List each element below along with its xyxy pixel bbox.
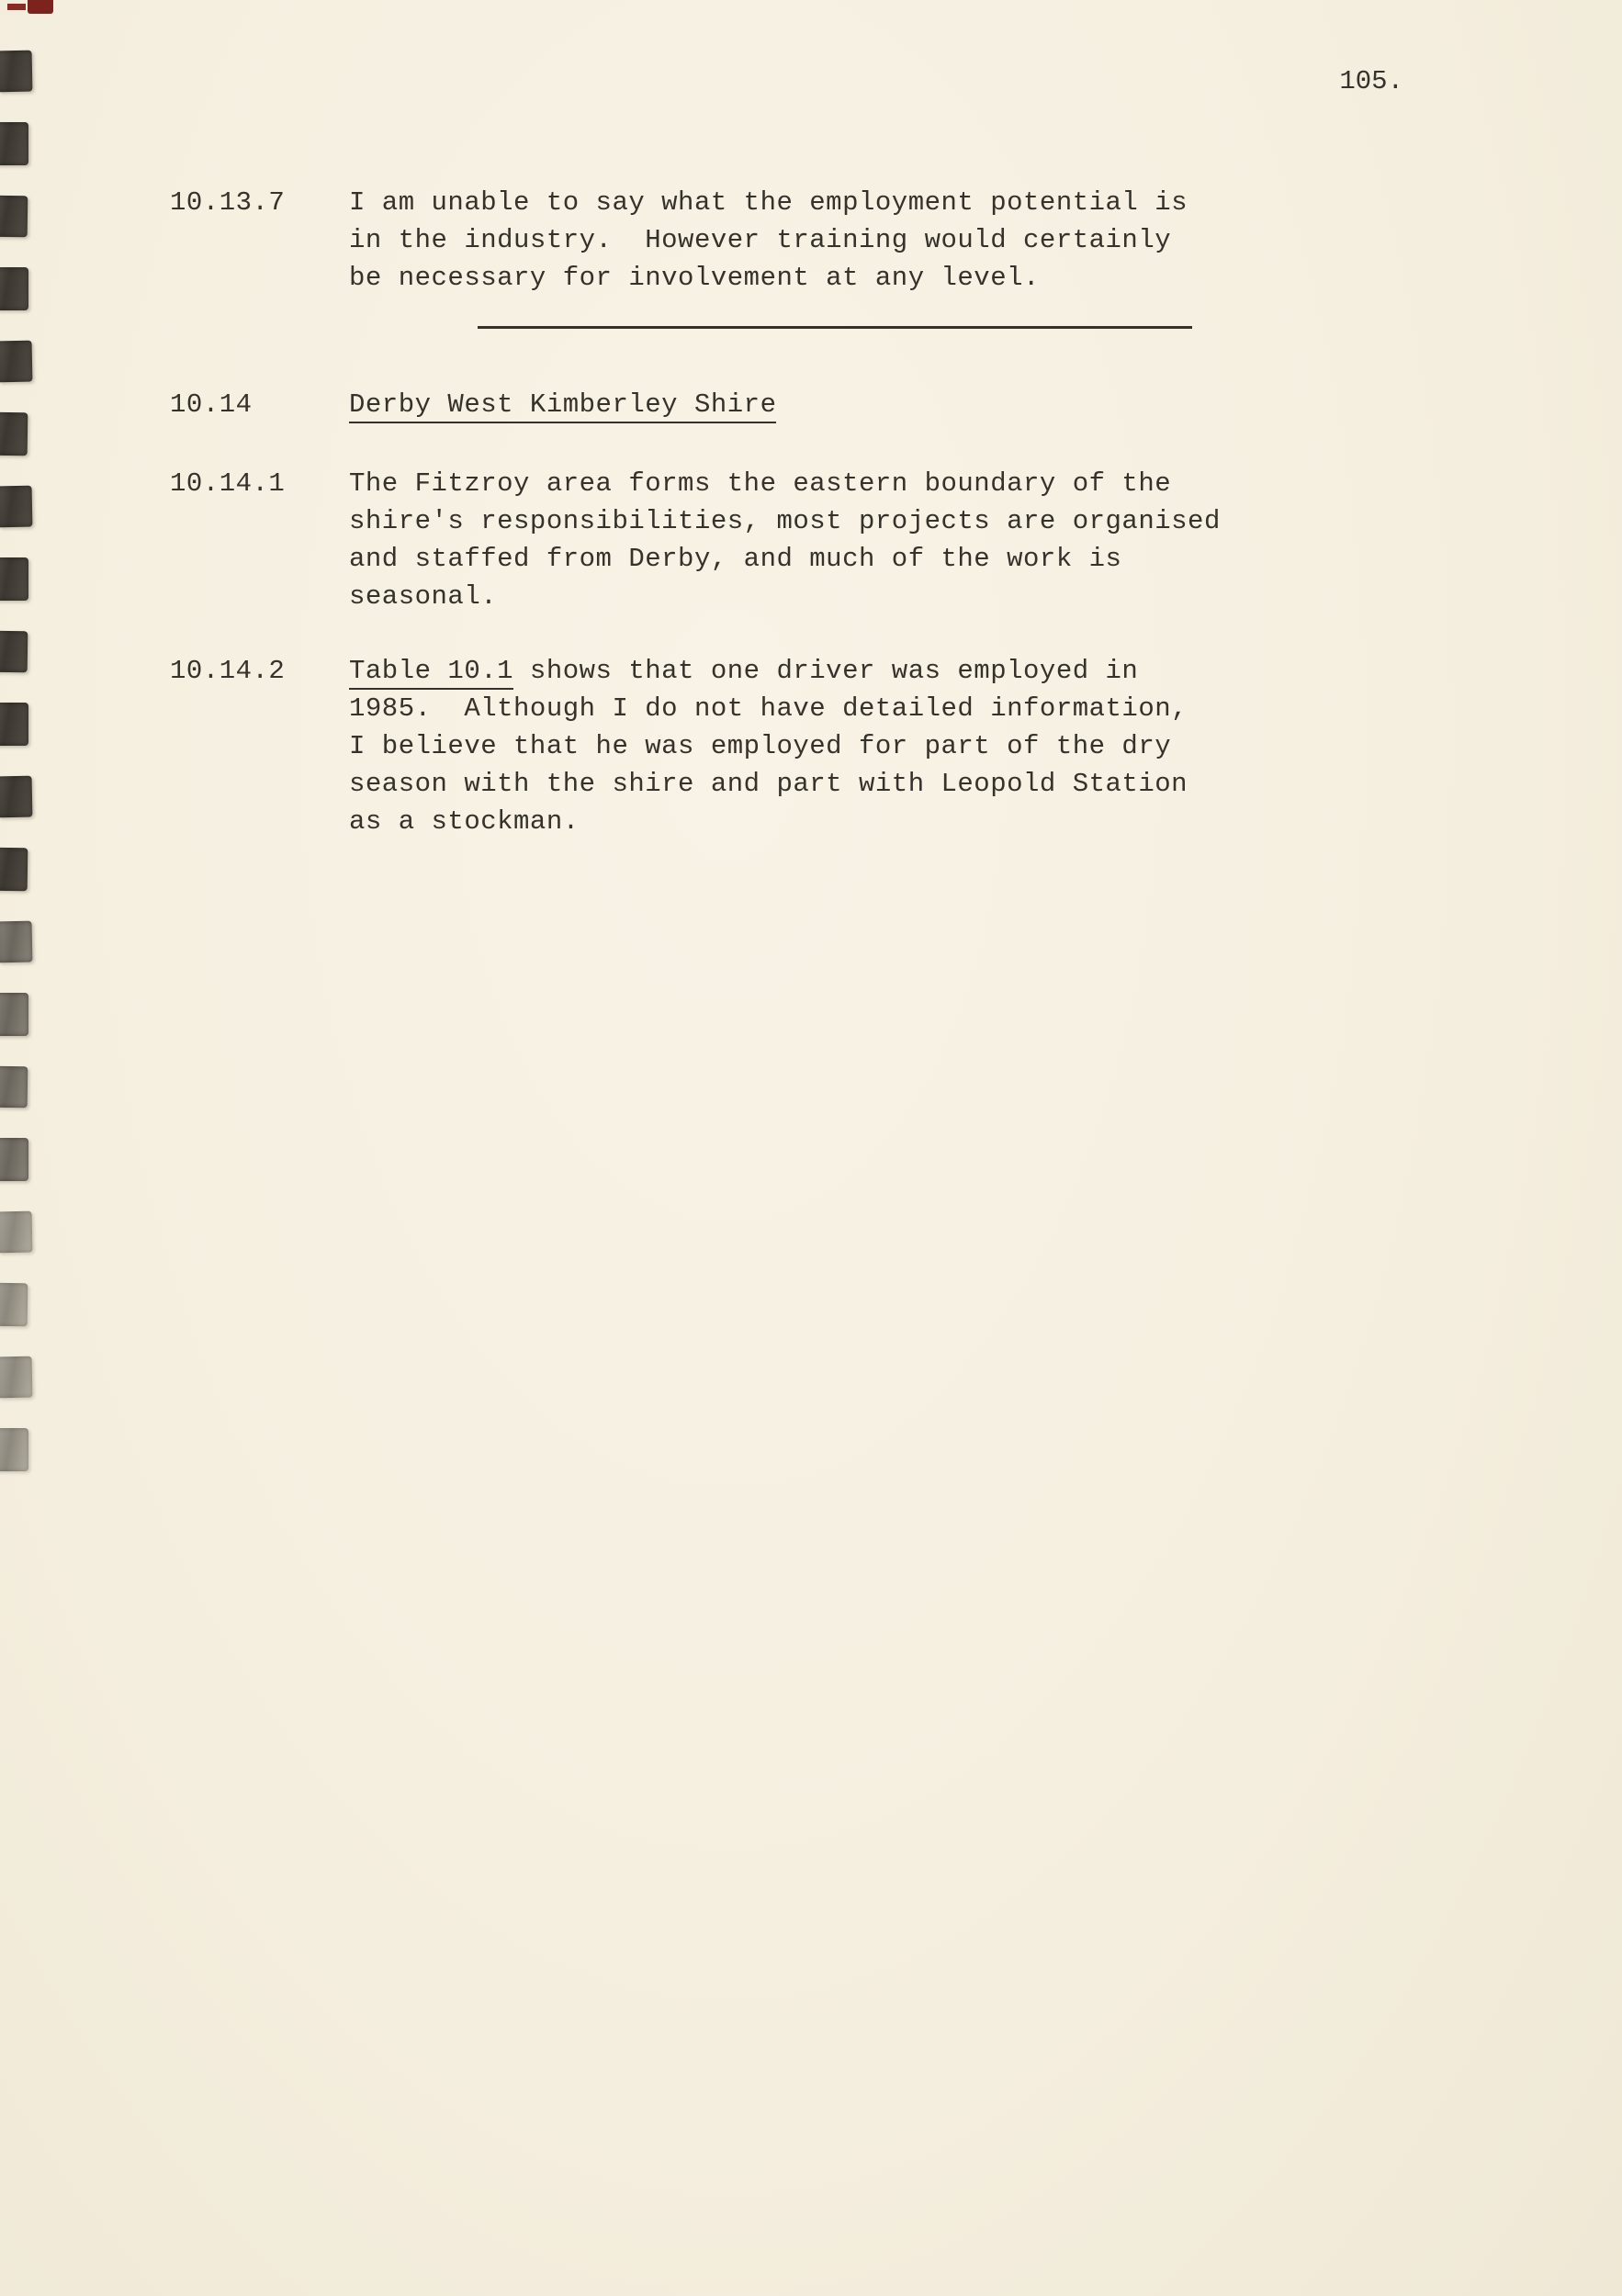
binding-mark <box>0 122 28 165</box>
binding-mark <box>0 557 28 601</box>
text-line: seasonal. <box>349 581 498 612</box>
section-10-14-2 <box>170 652 1503 840</box>
binding-mark <box>0 1356 32 1399</box>
section-body <box>349 652 1503 840</box>
text-fragment: shows that one driver was employed in <box>513 656 1139 686</box>
section-heading: Derby West Kimberley Shire <box>349 389 776 423</box>
section-body <box>349 465 1503 615</box>
section-body <box>349 184 1503 297</box>
binding-mark <box>0 1066 28 1109</box>
section-10-14-1 <box>170 465 1503 615</box>
binding-mark <box>0 1283 28 1327</box>
binding-mark <box>0 1428 28 1471</box>
binding-mark <box>0 631 28 673</box>
section-10-14 <box>170 386 1503 423</box>
binding-mark <box>0 341 32 383</box>
binding-mark <box>0 486 32 528</box>
table-reference: Table 10.1 <box>349 656 513 690</box>
binding-mark <box>0 993 28 1036</box>
text-line: and staffed from Derby, and much of the work is <box>349 544 1122 574</box>
page-number: 105. <box>1339 66 1403 96</box>
text-line: shire's responsibilities, most projects are organised <box>349 506 1221 536</box>
separator-line <box>478 326 1192 329</box>
section-label: 10.14.2 <box>170 656 286 686</box>
binding-strip <box>0 51 28 1471</box>
section-10-13-7 <box>170 184 1503 297</box>
binding-mark <box>0 1138 28 1181</box>
section-label: 10.14.1 <box>170 468 286 499</box>
binding-mark <box>0 921 32 963</box>
text-line: I am unable to say what the employment potential is <box>349 187 1188 218</box>
text-line: season with the shire and part with Leopold Station <box>349 769 1188 799</box>
binding-mark <box>0 776 32 818</box>
binding-mark <box>0 703 28 746</box>
text-line: as a stockman. <box>349 806 580 837</box>
binding-mark <box>0 412 28 456</box>
binding-mark <box>0 196 28 238</box>
text-line <box>349 652 1503 690</box>
binding-mark <box>0 1211 32 1254</box>
text-line: The Fitzroy area forms the eastern boundary of the <box>349 468 1172 499</box>
section-body <box>349 386 1503 423</box>
binding-mark <box>0 848 28 892</box>
text-line: be necessary for involvement at any level. <box>349 263 1040 293</box>
text-line: 1985. Although I do not have detailed information, <box>349 693 1188 724</box>
section-label: 10.14 <box>170 389 253 420</box>
binding-mark <box>0 267 28 310</box>
text-line: I believe that he was employed for part of the dry <box>349 731 1172 761</box>
text-line: in the industry. However training would certainly <box>349 225 1172 255</box>
section-label: 10.13.7 <box>170 187 286 218</box>
page-content <box>0 0 1622 840</box>
binding-mark <box>0 51 32 93</box>
